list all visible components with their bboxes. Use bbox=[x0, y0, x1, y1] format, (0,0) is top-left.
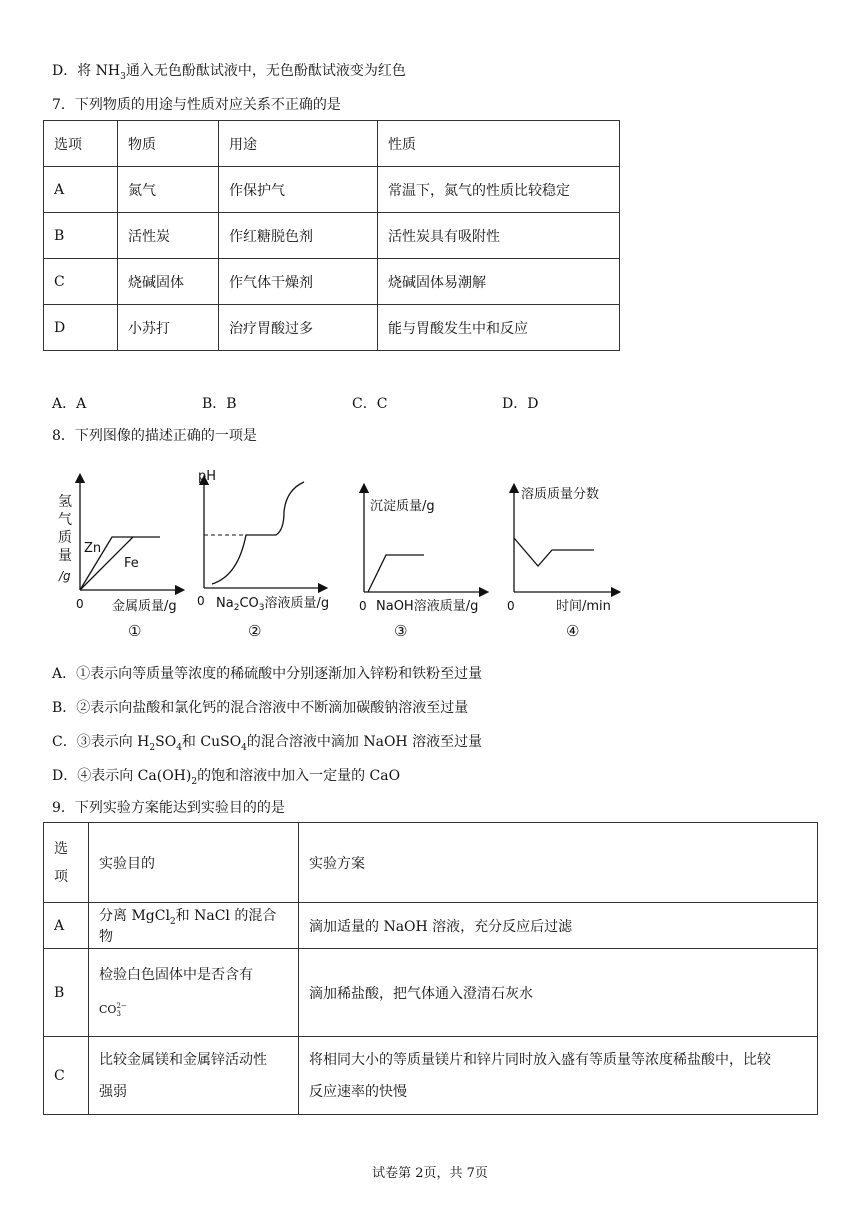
g1-zn-label: Zn bbox=[84, 541, 102, 556]
table-row bbox=[44, 121, 620, 167]
q8-option-c[interactable]: C．③表示向 $H_2SO_4$和 CuSO$_4$的混合溶液中滴加 NaOH 溶液至过量 bbox=[52, 734, 483, 753]
q9-table bbox=[43, 822, 818, 1115]
q9-cell: 将相同大小的等质量镁片和锌片同时放入盛有等质量等浓度稀盐酸中，比较 反应速率的快慢 bbox=[299, 1037, 818, 1115]
g1-ylabel-1: 氢 bbox=[58, 494, 72, 510]
q7-header-cell: 选项 bbox=[44, 121, 118, 167]
q7-choice-d[interactable]: D．D bbox=[502, 396, 539, 412]
g4-number: ④ bbox=[566, 622, 580, 640]
g1-ylabel-5: /g bbox=[59, 569, 71, 583]
q8-option-d[interactable]: D．④表示向 $Ca(OH)_2$的饱和溶液中加入一定量的 CaO bbox=[52, 768, 401, 787]
table-row bbox=[44, 949, 818, 1037]
table-row bbox=[44, 213, 620, 259]
q8-option-b[interactable]: B．②表示向盐酸和氯化钙的混合溶液中不断滴加碳酸钠溶液至过量 bbox=[52, 700, 469, 716]
q7-cell: 活性炭具有吸附性 bbox=[378, 213, 620, 259]
g4-concentration-line bbox=[514, 538, 594, 566]
table-row bbox=[44, 1037, 818, 1115]
q7-cell: C bbox=[44, 259, 118, 305]
graph-3 bbox=[359, 488, 484, 640]
table-row bbox=[44, 167, 620, 213]
q7-choice-b[interactable]: B．B bbox=[202, 396, 237, 412]
q9-header-plan: 实验方案 bbox=[299, 823, 818, 903]
q9-header-option: 选 项 bbox=[44, 823, 89, 903]
q9-cell: B bbox=[44, 949, 89, 1037]
q7-cell: 作红糖脱色剂 bbox=[219, 213, 378, 259]
q9-cell: 检验白色固体中是否含有 CO2− 3 bbox=[89, 949, 299, 1037]
graph-4 bbox=[507, 486, 616, 640]
q7-cell: 常温下，氮气的性质比较稳定 bbox=[378, 167, 620, 213]
q9-cell: A bbox=[44, 903, 89, 949]
g3-number: ③ bbox=[394, 622, 408, 640]
table-row bbox=[44, 259, 620, 305]
g1-ylabel-3: 质 bbox=[58, 530, 72, 546]
g1-ylabel-4: 量 bbox=[58, 548, 72, 564]
table-row bbox=[44, 305, 620, 351]
q7-cell: 活性炭 bbox=[118, 213, 219, 259]
g3-origin: 0 bbox=[359, 599, 367, 613]
g1-number: ① bbox=[128, 622, 142, 640]
q7-cell: 作保护气 bbox=[219, 167, 378, 213]
q9-stem: 9．下列实验方案能达到实验目的的是 bbox=[52, 800, 285, 816]
q9-cell: C bbox=[44, 1037, 89, 1115]
g4-xlabel: 时间/min bbox=[556, 599, 611, 614]
q7-choice-a[interactable]: A．A bbox=[52, 396, 87, 412]
q8-option-a[interactable]: A．①表示向等质量等浓度的稀硫酸中分别逐渐加入锌粉和铁粉至过量 bbox=[52, 666, 483, 682]
q7-header-cell: 性质 bbox=[378, 121, 620, 167]
q7-cell: 治疗胃酸过多 bbox=[219, 305, 378, 351]
q7-cell: 作气体干燥剂 bbox=[219, 259, 378, 305]
graph-2 bbox=[197, 469, 329, 640]
q7-stem: 7．下列物质的用途与性质对应关系不正确的是 bbox=[52, 97, 341, 113]
g1-fe-label: Fe bbox=[124, 556, 139, 571]
g1-xlabel: 金属质量/g bbox=[112, 599, 177, 614]
g1-ylabel-2: 气 bbox=[58, 512, 72, 528]
g3-xlabel: NaOH溶液质量/g bbox=[376, 599, 479, 614]
q7-table bbox=[43, 120, 620, 351]
q9-cell: 比较金属镁和金属锌活动性 强弱 bbox=[89, 1037, 299, 1115]
graph-1 bbox=[58, 478, 180, 640]
q7-choice-c[interactable]: C．C bbox=[352, 396, 388, 412]
q7-cell: A bbox=[44, 167, 118, 213]
page-footer: 试卷第 2页，共 7页 bbox=[372, 1166, 488, 1181]
table-row bbox=[44, 903, 818, 949]
q9-cell: 分离 MgCl$_2$和 NaCl 的混合物 bbox=[89, 903, 299, 949]
g2-ylabel: pH bbox=[198, 469, 217, 484]
g1-origin: 0 bbox=[76, 597, 84, 611]
q7-cell: 烧碱固体易潮解 bbox=[378, 259, 620, 305]
q8-graphs bbox=[0, 450, 860, 650]
g3-ylabel: 沉淀质量/g bbox=[370, 499, 435, 514]
q7-cell: 小苏打 bbox=[118, 305, 219, 351]
table-row bbox=[44, 823, 818, 903]
g3-precipitate-line bbox=[368, 555, 424, 592]
g2-ph-curve bbox=[212, 482, 304, 584]
q7-header-cell: 用途 bbox=[219, 121, 378, 167]
g2-origin: 0 bbox=[197, 594, 205, 608]
q7-cell: 烧碱固体 bbox=[118, 259, 219, 305]
g2-number: ② bbox=[248, 622, 262, 640]
q9-header-purpose: 实验目的 bbox=[89, 823, 299, 903]
q6-option-d: D．将 $NH_3$通入无色酚酞试液中，无色酚酞试液变为红色 bbox=[52, 63, 406, 82]
q7-cell: D bbox=[44, 305, 118, 351]
q7-cell: 氮气 bbox=[118, 167, 219, 213]
q7-cell: 能与胃酸发生中和反应 bbox=[378, 305, 620, 351]
q9-cell: 滴加稀盐酸，把气体通入澄清石灰水 bbox=[299, 949, 818, 1037]
q7-cell: B bbox=[44, 213, 118, 259]
g4-ylabel: 溶质质量分数 bbox=[521, 487, 600, 502]
q8-stem: 8．下列图像的描述正确的一项是 bbox=[52, 428, 257, 444]
g2-xlabel: $Na_2CO_3$溶液质量/g bbox=[216, 596, 330, 613]
q9-cell: 滴加适量的 NaOH 溶液，充分反应后过滤 bbox=[299, 903, 818, 949]
q7-header-cell: 物质 bbox=[118, 121, 219, 167]
g4-origin: 0 bbox=[507, 599, 515, 613]
